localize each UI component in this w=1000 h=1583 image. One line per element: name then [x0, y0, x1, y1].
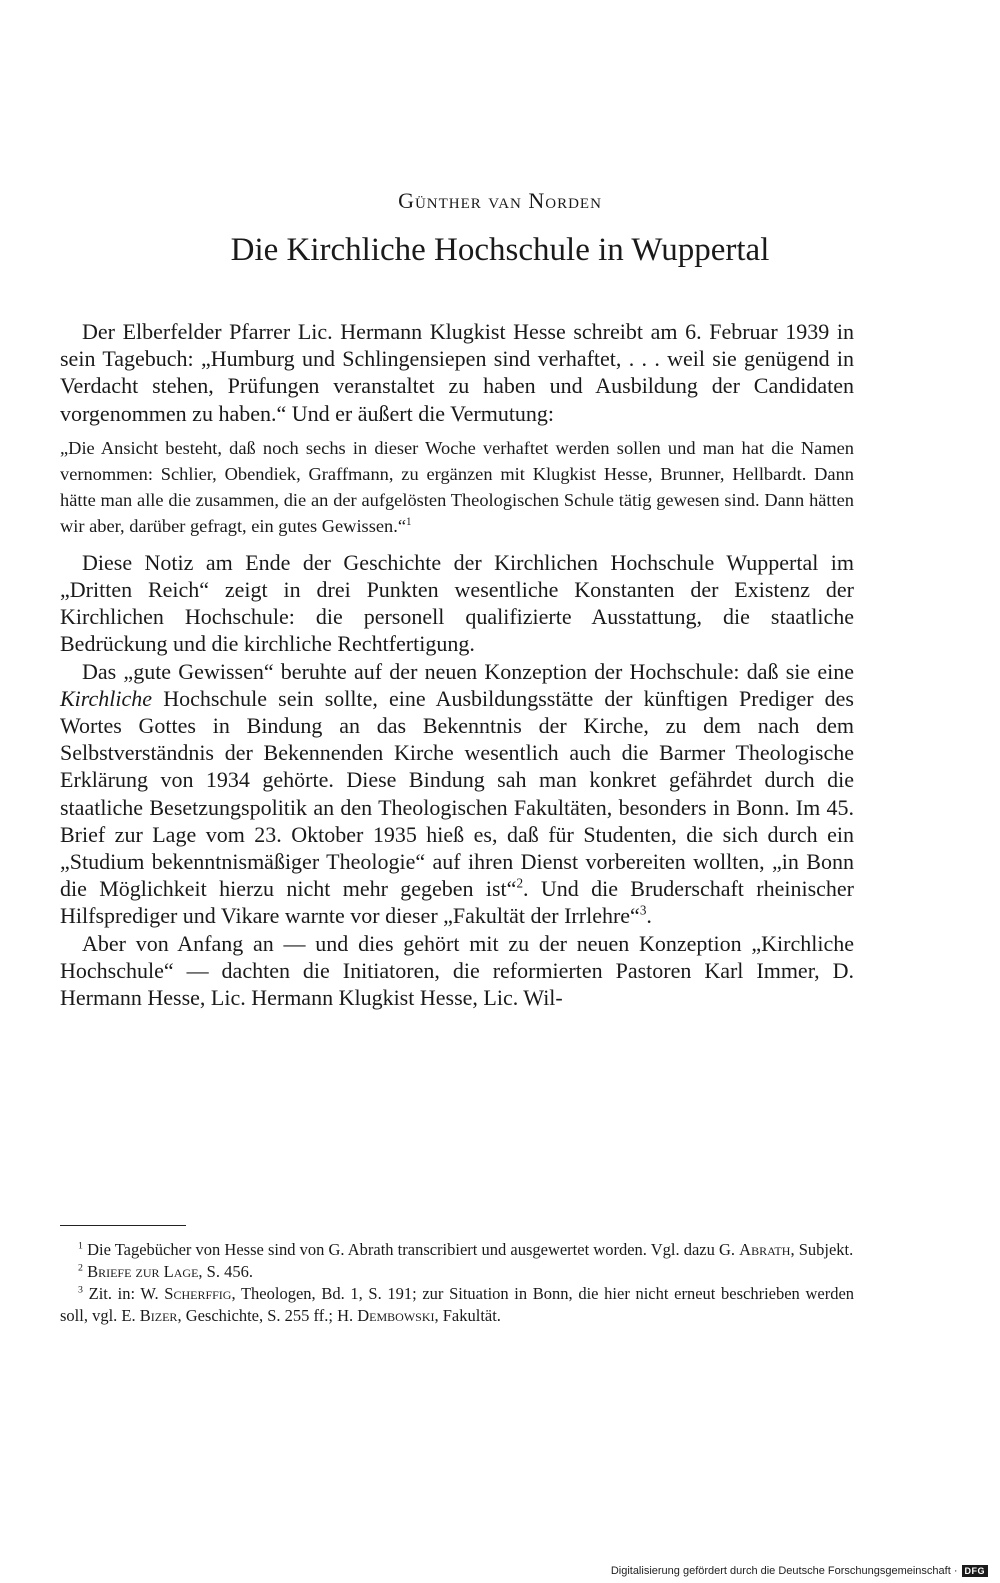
footnote-ref-1: 1 — [406, 515, 412, 528]
footnote-1 — [60, 1239, 854, 1261]
paragraph-3 — [60, 658, 854, 930]
dfg-logo-icon: DFG — [962, 1565, 989, 1577]
footnote-2-end: , S. 456. — [198, 1262, 253, 1281]
digitization-footer — [611, 1565, 988, 1577]
footnote-3-mark: 3 — [78, 1284, 83, 1296]
body-text — [60, 318, 854, 1011]
author-name: Günther van Norden — [398, 188, 602, 213]
footnotes — [60, 1239, 854, 1327]
paragraph-3-part-c: . Und die Bruderschaft rheinischer Hilfsprediger und Vikare warnte vor dieser „Fakultät der Irrlehre“ — [60, 876, 854, 929]
footnote-3-part-d: , Fakultät. — [434, 1306, 501, 1325]
footnote-3-author-1: Scherffig — [164, 1284, 232, 1303]
footnote-1-mark: 1 — [78, 1240, 83, 1252]
footnote-3-part-b: , Theologen, Bd. 1, S. 191; zur Situation in Bonn, die hier nicht erneut beschrieben werden soll, vgl. E. — [60, 1284, 855, 1325]
paragraph-3-part-a: Das „gute Gewissen“ beruhte auf der neuen Konzeption der Hochschule: daß sie eine — [82, 658, 854, 684]
footnote-ref-2: 2 — [516, 875, 524, 891]
footnote-2-source: Briefe zur Lage — [87, 1262, 199, 1281]
footnote-3-part-a: Zit. in: W. — [88, 1284, 159, 1303]
footnote-2 — [60, 1261, 854, 1283]
footnote-3-author-2: Bizer — [139, 1306, 178, 1325]
footnote-3 — [60, 1283, 854, 1327]
paragraph-4: Aber von Anfang an — und dies gehört mit zu der neuen Konzeption „Kirchliche Hochschule“ — dachten die Initiatoren, die reformierten Pastoren Karl Immer, D. Hermann Hesse, Lic. Hermann Klugkist Hesse, Lic. Wil- — [60, 930, 854, 1011]
footnote-ref-3: 3 — [639, 903, 647, 919]
footnote-3-author-3: Dembowski — [357, 1306, 435, 1325]
paragraph-2: Diese Notiz am Ende der Geschichte der Kirchlichen Hochschule Wuppertal im „Dritten Reich“ zeigt in drei Punkten wesentliche Konstanten der Existenz der Kirchlichen Hochschule: die personell qualifizierte Ausstattung, die staatliche Bedrückung und die kirchliche Rechtfertigung. — [60, 549, 854, 657]
footnote-3-part-c: , Geschichte, S. 255 ff.; H. — [177, 1306, 354, 1325]
paragraph-3-part-d: . — [646, 903, 652, 929]
paragraph-3-part-b: Hochschule sein sollte, eine Ausbildungsstätte der künftigen Prediger des Wortes Gottes in Bindung an das Bekenntnis der Kirche, zu dem nach dem Selbstverständnis der Bekennenden Kirche wesentlich auch die Barmer Theologische Erklärung von 1934 gehörte. Diese Bindung sah man konkret gefährdet durch die staatliche Besetzungspolitik an den Theologischen Fakultäten, besonders in Bonn. Im 45. Brief zur Lage vom 23. Oktober 1935 hieß es, daß für Studenten, die sich durch ein „Studium bekenntnismäßiger Theologie“ auf ihren Dienst vorbereiten wollten, „in Bonn die Möglichkeit hierzu nicht mehr gegeben ist“ — [60, 685, 854, 902]
page-title: Die Kirchliche Hochschule in Wuppertal — [230, 232, 770, 268]
footnote-2-mark: 2 — [78, 1262, 83, 1274]
footnote-1-author: Abrath — [739, 1240, 791, 1259]
paragraph-1: Der Elberfelder Pfarrer Lic. Hermann Klugkist Hesse schreibt am 6. Februar 1939 in sein Tagebuch: „Humburg und Schlingensiepen sind verhaftet, . . . weil sie genügend in Verdacht stehen, Prüfungen veranstaltet zu haben und Ausbildung der Candidaten vorgenommen zu haben.“ Und er äußert die Vermutung: — [60, 319, 854, 426]
footer-text: Digitalisierung gefördert durch die Deutsche Forschungsgemeinschaft · — [610, 1565, 958, 1577]
footnote-1-text: Die Tagebücher von Hesse sind von G. Abrath transcribiert und ausgewertet worden. Vgl. dazu G. — [87, 1240, 736, 1259]
block-quote — [60, 435, 854, 539]
footnote-divider — [60, 1225, 186, 1226]
quote-text: „Die Ansicht besteht, daß noch sechs in dieser Woche verhaftet werden sollen und man hat die Namen vernommen: Schlier, Obendiek, Graffmann, zu ergänzen mit Klugkist Hesse, Brunner, Hellbardt. Dann hätte man alle die zusammen, die an der aufgelösten Theologischen Schule tätig gewesen sind. Dann hätten wir aber, darüber gefragt, ein gutes Gewissen.“ — [60, 437, 854, 536]
emphasis-kirchliche: Kirchliche — [60, 685, 153, 711]
footnote-1-end: , Subjekt. — [790, 1240, 854, 1259]
